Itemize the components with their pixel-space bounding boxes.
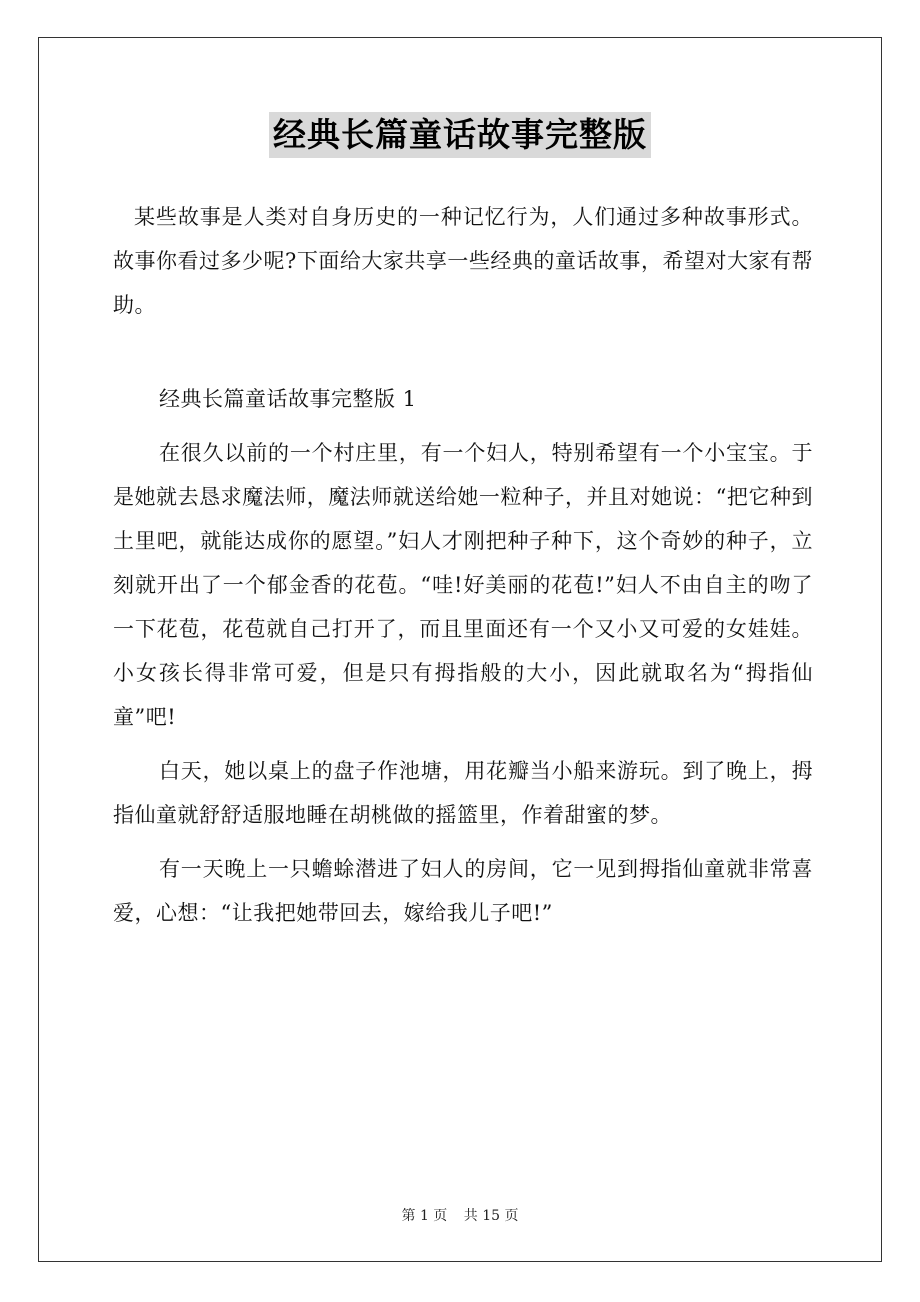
story-paragraph-2: 白天，她以桌上的盘子作池塘，用花瓣当小船来游玩。到了晚上，拇指仙童就舒舒适服地睡在胡桃做的摇篮里，作着甜蜜的梦。	[113, 759, 813, 827]
document-body	[113, 195, 813, 935]
page-total: 共 15 页	[463, 1208, 519, 1224]
page-footer	[0, 1205, 920, 1225]
story-paragraph-1: 在很久以前的一个村庄里，有一个妇人，特别希望有一个小宝宝。于是她就去恳求魔法师，魔法师就送给她一粒种子，并且对她说：“把它种到土里吧，就能达成你的愿望。”妇人才刚把种子种下，这个奇妙的种子，立刻就开出了一个郁金香的花苞。“哇!好美丽的花苞!”妇人不由自主的吻了一下花苞，花苞就自己打开了，而且里面还有一个又小又可爱的女娃娃。小女孩长得非常可爱，但是只有拇指般的大小，因此就取名为“拇指仙童”吧!	[113, 441, 813, 729]
story-subheading: 经典长篇童话故事完整版 1	[159, 387, 417, 411]
page-number: 第 1 页	[401, 1208, 448, 1224]
title-container	[0, 112, 920, 158]
intro-paragraph: 某些故事是人类对自身历史的一种记忆行为，人们通过多种故事形式。故事你看过多少呢?下面给大家共享一些经典的童话故事，希望对大家有帮助。	[113, 205, 813, 317]
story-paragraph-3: 有一天晚上一只蟾蜍潜进了妇人的房间，它一见到拇指仙童就非常喜爱，心想：“让我把她带回去，嫁给我儿子吧!”	[113, 857, 813, 925]
document-title: 经典长篇童话故事完整版	[269, 112, 651, 158]
